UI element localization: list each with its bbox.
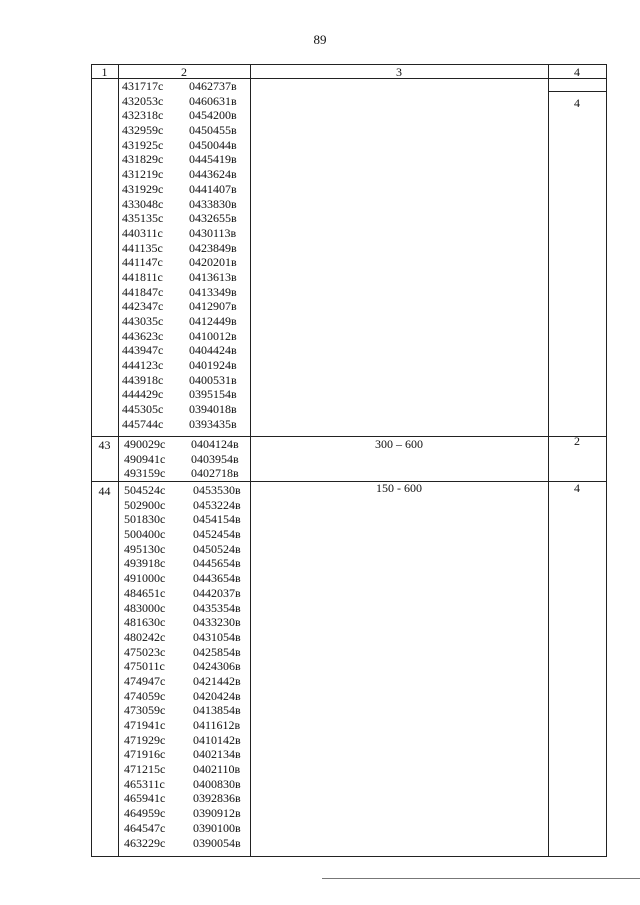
continuation-lat-10: 440311с [122, 225, 163, 240]
row-43-col4: 2 [574, 434, 580, 448]
continuation-lat-2: 432318с [122, 108, 164, 123]
continuation-lon-5: 0445419в [189, 152, 237, 167]
row-43-lat-0: 490029с [124, 437, 166, 451]
continuation-lat-4: 431925с [122, 137, 164, 152]
row-44-lon-20: 0400830в [193, 776, 241, 791]
row-44-lat-6: 491000с [124, 571, 166, 586]
continuation-lat-21: 444429с [122, 387, 164, 402]
row-44-lat-0: 504524с [124, 483, 166, 497]
continuation-lon-7: 0441407в [189, 181, 237, 196]
continuation-lat-0: 431717с [122, 79, 164, 93]
continuation-lon-3: 0450455в [189, 123, 237, 138]
row-44-lon-1: 0453224в [193, 497, 241, 512]
row-44-lat-17: 471929с [124, 732, 166, 747]
continuation-lat-3: 432959с [122, 123, 164, 138]
row-44-lon-22: 0390912в [193, 806, 241, 821]
row-43-range: 300 – 600 [375, 437, 423, 451]
continuation-lon-21: 0395154в [189, 387, 237, 402]
continuation-lon-23: 0393435в [189, 416, 237, 431]
row-44-lat-12: 475011с [124, 659, 165, 674]
row-43-lat-2: 493159с [124, 466, 166, 481]
row-43-lat-1: 490941с [124, 451, 166, 466]
row-44-number: 44 [98, 484, 111, 498]
row-44-lat-24: 463229с [124, 835, 166, 850]
column-header-4: 4 [574, 65, 580, 79]
row-44-lon-12: 0424306в [193, 659, 241, 674]
row-44-lon-14: 0420424в [193, 688, 241, 703]
continuation-lon-2: 0454200в [189, 108, 237, 123]
row-44-lon-6: 0443654в [193, 571, 241, 586]
row-44-lat-9: 481630с [124, 615, 166, 630]
continuation-lat-12: 441147с [122, 255, 163, 270]
continuation-lon-20: 0400531в [189, 372, 237, 387]
continuation-lat-5: 431829с [122, 152, 164, 167]
continuation-lat-6: 431219с [122, 167, 164, 182]
continuation-lon-6: 0443624в [189, 167, 237, 182]
row-43-number: 43 [98, 438, 111, 452]
continuation-lat-14: 441847с [122, 284, 164, 299]
continuation-lon-10: 0430113в [189, 225, 237, 240]
continuation-lon-16: 0412449в [189, 314, 237, 328]
row-44-lon-23: 0390100в [193, 820, 241, 835]
continuation-lon-17: 0410012в [189, 328, 237, 343]
continuation-lon-0: 0462737в [189, 79, 237, 93]
row-44-lon-24: 0390054в [193, 835, 241, 850]
row-44-lat-18: 471916с [124, 747, 166, 762]
row-44-lon-0: 0453530в [193, 483, 241, 497]
row-44-lat-4: 495130с [124, 541, 166, 556]
row-43-lon-0: 0404124в [191, 437, 239, 451]
row-44-lat-13: 474947с [124, 673, 166, 688]
row-44-lat-15: 473059с [124, 703, 166, 718]
column-header-3: 3 [396, 65, 402, 79]
continuation-lat-13: 441811с [122, 269, 163, 284]
row-44-lon-5: 0445654в [193, 556, 241, 571]
row-44-lon-9: 0433230в [193, 615, 241, 630]
continuation-lon-8: 0433830в [189, 196, 237, 211]
continuation-lon-14: 0413349в [189, 284, 237, 299]
continuation-lat-20: 443918с [122, 372, 164, 387]
row-44-lat-14: 474059с [124, 688, 166, 703]
continuation-lat-9: 435135с [122, 211, 164, 226]
page-number: 89 [313, 32, 327, 47]
row-44-lat-21: 465941с [124, 791, 166, 806]
row-44-lat-16: 471941с [124, 718, 166, 732]
row-43-lon-1: 0403954в [191, 451, 239, 466]
row-44-lon-16: 0411612в [193, 718, 241, 732]
row-44-lon-15: 0413854в [193, 703, 241, 718]
continuation-lon-11: 0423849в [189, 240, 237, 255]
row-44-lat-7: 484651с [124, 585, 166, 600]
continuation-lon-4: 0450044в [189, 137, 237, 152]
continuation-lat-16: 443035с [122, 314, 164, 328]
row-44-lat-1: 502900с [124, 497, 166, 512]
row-44-lon-13: 0421442в [193, 673, 241, 688]
row-44-lat-20: 465311с [124, 776, 165, 791]
row-44-lon-7: 0442037в [193, 585, 241, 600]
row-44-lon-2: 0454154в [193, 512, 241, 527]
continuation-lon-19: 0401924в [189, 358, 237, 373]
continuation-lat-17: 443623с [122, 328, 164, 343]
row-44-lon-4: 0450524в [193, 541, 241, 556]
continuation-lon-18: 0404424в [189, 343, 237, 358]
row-44-lon-17: 0410142в [193, 732, 241, 747]
continuation-lat-18: 443947с [122, 343, 164, 358]
continuation-col4-value: 4 [574, 96, 580, 110]
row-44-lon-10: 0431054в [193, 629, 241, 644]
row-44-lat-22: 464959с [124, 806, 166, 821]
row-44-lon-19: 0402110в [193, 762, 241, 777]
row-44-lon-21: 0392836в [193, 791, 241, 806]
row-44-lat-3: 500400с [124, 527, 166, 542]
scan-artifact-line [322, 878, 640, 879]
continuation-lat-15: 442347с [122, 299, 164, 314]
row-44-lat-23: 464547с [124, 820, 166, 835]
continuation-lat-7: 431929с [122, 181, 164, 196]
continuation-lon-9: 0432655в [189, 211, 237, 226]
row-44-lat-19: 471215с [124, 762, 166, 777]
continuation-lat-19: 444123с [122, 358, 164, 373]
row-44-range: 150 - 600 [376, 481, 422, 495]
continuation-lon-15: 0412907в [189, 299, 237, 314]
row-44-col4: 4 [574, 481, 580, 495]
row-43-lat-list [124, 437, 165, 481]
row-44-lat-5: 493918с [124, 556, 166, 571]
continuation-lon-list [189, 79, 237, 432]
row-44-lon-8: 0435354в [193, 600, 241, 615]
continuation-lon-1: 0460631в [189, 93, 237, 108]
continuation-lat-1: 432053с [122, 93, 164, 108]
row-44-lon-11: 0425854в [193, 644, 241, 659]
continuation-lat-list [122, 79, 163, 432]
row-44-lon-3: 0452454в [193, 527, 241, 542]
continuation-lon-22: 0394018в [189, 402, 237, 417]
continuation-lat-11: 441135с [122, 240, 163, 255]
continuation-lon-12: 0420201в [189, 255, 237, 270]
row-43-lon-2: 0402718в [191, 466, 239, 481]
row-44-lon-list [193, 483, 241, 850]
row-44-lat-2: 501830с [124, 512, 166, 527]
continuation-lat-22: 445305с [122, 402, 164, 417]
row-44-lat-8: 483000с [124, 600, 166, 615]
continuation-lat-8: 433048с [122, 196, 164, 211]
row-44-lat-11: 475023с [124, 644, 166, 659]
column-header-2: 2 [181, 65, 187, 79]
row-44-lat-list [124, 483, 165, 850]
continuation-lat-23: 445744с [122, 416, 164, 431]
continuation-lon-13: 0413613в [189, 269, 237, 284]
row-44-lat-10: 480242с [124, 629, 166, 644]
row-43-lon-list [191, 437, 239, 481]
row-44-lon-18: 0402134в [193, 747, 241, 762]
column-header-1: 1 [101, 65, 108, 79]
